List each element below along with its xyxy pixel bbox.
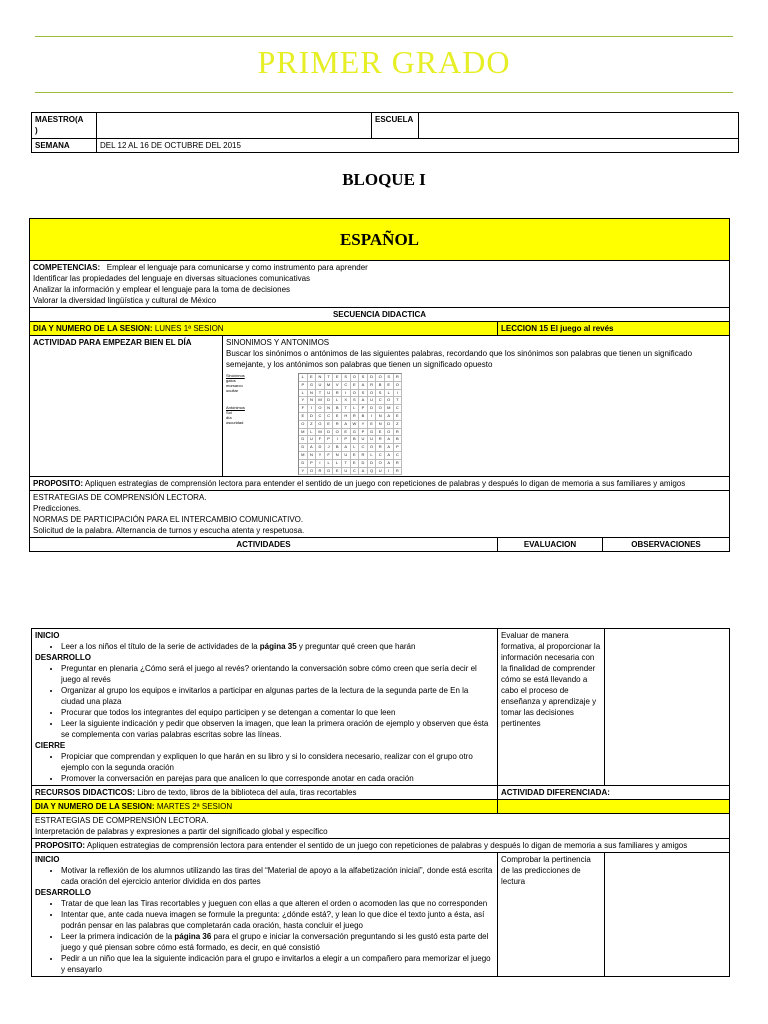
- session1-evaluacion: Evaluar de manera formativa, al proporcionar la información necesaria con la finalidad de comprender cómo se está llevando a cabo el proceso de enseñanza y aprendizaje y tomar las decisiones pertinentes: [498, 629, 605, 786]
- word-search-letter: I: [368, 413, 377, 421]
- sinonimo-word: morsarco: [226, 383, 243, 388]
- word-search-letter: L: [333, 460, 342, 468]
- word-search-letter: A: [342, 421, 351, 429]
- word-search-letter: A: [385, 460, 394, 468]
- session2-proposito: [32, 839, 730, 853]
- list-item: • Organizar al grupo los equipos e invitarlos a participar en algunas partes de la lectura de la segunda parte de En la ciudad una plaza: [61, 685, 494, 707]
- competencia-1: Emplear el lenguaje para comunicarse y como instrumento para aprender: [106, 263, 368, 272]
- word-search-letter: U: [368, 397, 377, 405]
- word-search-letter: E: [351, 382, 360, 390]
- word-search-letter: N: [308, 390, 317, 398]
- maestro-value: [97, 113, 372, 139]
- word-search-letter: O: [385, 397, 394, 405]
- competencia-2: Identificar las propiedades del lenguaje en diversas situaciones comunicativas: [33, 274, 311, 283]
- word-search-letter: C: [376, 397, 385, 405]
- session2-evaluacion: Comprobar la pertinencia de las predicciones de lectura: [498, 853, 605, 977]
- word-search-letter: N: [333, 452, 342, 460]
- word-search-letter: R: [359, 452, 368, 460]
- word-search-letter: M: [299, 429, 308, 437]
- word-search-letter: P: [359, 405, 368, 413]
- session1-cierre-label: CIERRE: [35, 741, 66, 750]
- word-search-letter: E: [342, 429, 351, 437]
- word-search-letter: W: [351, 421, 360, 429]
- word-search-letter: E: [368, 421, 377, 429]
- word-search-letter: S: [351, 397, 360, 405]
- list-item: • Intentar que, ante cada nueva imagen se formule la pregunta: ¿dónde está?, y lean lo que dice el texto junto a ésta, así podrán pensar en las palabras que completarán cada oración, hasta concluir el juego: [61, 909, 494, 931]
- word-search-letter: I: [394, 390, 403, 398]
- word-search-letter: D: [308, 413, 317, 421]
- word-search-letter: N: [308, 397, 317, 405]
- word-search-letter: M: [316, 429, 325, 437]
- competencia-3: Analizar la información y emplear el lenguaje para la toma de decisiones: [33, 285, 291, 294]
- word-search-letter: D: [368, 405, 377, 413]
- word-search-letter: D: [359, 460, 368, 468]
- word-search-letter: M: [316, 397, 325, 405]
- word-search-letter: N: [325, 405, 334, 413]
- word-search-letter: L: [368, 452, 377, 460]
- word-search-letter: A: [385, 452, 394, 460]
- word-search-letter: O: [351, 390, 360, 398]
- list-item: • Promover la conversación en parejas para que analicen lo que corresponde anotar en cada oración: [61, 773, 494, 784]
- session2-inicio-label: INICIO: [35, 855, 60, 864]
- word-search-letter: A: [308, 444, 317, 452]
- word-search-letter: H: [342, 413, 351, 421]
- word-search-letter: Y: [316, 452, 325, 460]
- top-rule: [35, 36, 733, 37]
- word-search-letter: P: [359, 429, 368, 437]
- word-search-letter: G: [368, 429, 377, 437]
- estrategia-line: ESTRATEGIAS DE COMPRENSIÓN LECTORA.: [33, 493, 207, 503]
- estrategia-line: Solicitud de la palabra. Alternancia de turnos y escucha atenta y respetuosa.: [33, 526, 305, 536]
- word-search-letter: R: [333, 390, 342, 398]
- proposito-label: PROPOSITO:: [35, 841, 86, 850]
- word-search-letter: N: [376, 413, 385, 421]
- word-search-letter: D: [325, 429, 334, 437]
- word-search-letter: T: [394, 397, 403, 405]
- word-search-letter: R: [376, 436, 385, 444]
- session1-inicio-label: INICIO: [35, 631, 60, 640]
- word-search-letter: C: [394, 452, 403, 460]
- word-search-letter: G: [308, 382, 317, 390]
- antonimos-label: Antónimos: [226, 405, 245, 410]
- word-search-letter: Q: [368, 468, 377, 476]
- session1-observaciones: [605, 629, 730, 786]
- word-search-letter: P: [394, 444, 403, 452]
- semana-label: SEMANA: [32, 139, 97, 153]
- word-search-letter: X: [342, 397, 351, 405]
- word-search-letter: L: [385, 390, 394, 398]
- word-search-letter: D: [368, 374, 377, 382]
- word-search-letter: R: [394, 468, 403, 476]
- word-search-letter: T: [325, 374, 334, 382]
- word-search-letter: D: [299, 460, 308, 468]
- word-search-letter: E: [376, 429, 385, 437]
- word-search-letter: O: [394, 382, 403, 390]
- word-search-letter: E: [333, 374, 342, 382]
- word-search-letter: O: [376, 374, 385, 382]
- word-search-letter: P: [342, 436, 351, 444]
- word-search-letter: A: [385, 413, 394, 421]
- word-search-letter: O: [368, 390, 377, 398]
- sinonimos-label: Sinónimos: [226, 373, 245, 378]
- antonimo-word: Sol: [226, 410, 232, 415]
- leccion-label: LECCION 15: [501, 324, 549, 333]
- word-search-letter: O: [368, 444, 377, 452]
- recursos-cell: [32, 786, 498, 800]
- dia1-cell: [30, 322, 498, 336]
- word-search-letter: L: [351, 444, 360, 452]
- word-search-letter: O: [308, 468, 317, 476]
- title-rule: [35, 92, 733, 93]
- proposito-cell: [30, 477, 730, 491]
- word-search-letter: U: [368, 436, 377, 444]
- word-search-letter: U: [359, 436, 368, 444]
- word-search-letter: E: [325, 421, 334, 429]
- actividad-title: SINONIMOS Y ANTONIMOS: [226, 338, 330, 347]
- diferenciada-label: ACTIVIDAD DIFERENCIADA:: [498, 786, 730, 800]
- session2-desarrollo-list: [35, 898, 494, 975]
- espanol-table: [29, 218, 730, 552]
- session2-desarrollo-label: DESARROLLO: [35, 888, 91, 897]
- word-search-letter: C: [351, 468, 360, 476]
- word-search-letter: L: [308, 429, 317, 437]
- word-search-letter: Y: [299, 397, 308, 405]
- word-search-letter: Y: [359, 421, 368, 429]
- recursos-label: RECURSOS DIDACTICOS:: [35, 788, 136, 797]
- word-search-letter: E: [333, 413, 342, 421]
- word-search-letter: U: [325, 390, 334, 398]
- word-search-letter: O: [351, 374, 360, 382]
- actividad-text: Buscar los sinónimos o antónimos de las siguientes palabras, recordando que los sinónimos son palabras que tienen un significado semejante, y los antónimos son palabras que tienen un significado opuesto: [226, 349, 693, 369]
- word-search-letter: D: [385, 421, 394, 429]
- word-search-letter: I: [385, 468, 394, 476]
- word-search-letter: M: [325, 382, 334, 390]
- list-item: • Motivar la reflexión de los alumnos utilizando las tiras del “Material de apoyo a la alfabetización inicial”, donde está escrita cada oración del ejercicio anterior dividida en dos partes: [61, 865, 494, 887]
- session2-dia-empty: [498, 800, 730, 814]
- sessions-table: [31, 628, 730, 977]
- word-search-letter: E: [394, 413, 403, 421]
- estrategias-cell: [30, 491, 730, 538]
- competencias-label: COMPETENCIAS:: [33, 263, 101, 272]
- word-search-letter: O: [376, 460, 385, 468]
- word-search-letter: B: [359, 413, 368, 421]
- word-search-letter: G: [325, 468, 334, 476]
- session2-activities: [32, 853, 498, 977]
- word-search-letter: Z: [394, 421, 403, 429]
- word-search-letter: A: [359, 382, 368, 390]
- word-search-letter: L: [299, 390, 308, 398]
- word-search-letter: M: [385, 405, 394, 413]
- word-search-grid: [298, 373, 402, 475]
- semana-value: DEL 12 AL 16 DE OCTUBRE DEL 2015: [97, 139, 739, 153]
- proposito-text: Apliquen estrategias de comprensión lectora para entender el sentido de un juego con repeticiones de palabras y después lo digan de memoria a sus familiares y amigos: [86, 841, 688, 850]
- maestro-label: MAESTRO(A ): [32, 113, 97, 139]
- word-search-letter: P: [299, 382, 308, 390]
- page-title: PRIMER GRADO: [257, 44, 511, 80]
- word-search-letter: A: [385, 444, 394, 452]
- recursos-text: Libro de texto, libros de la biblioteca del aula, tiras recortables: [137, 788, 357, 797]
- escuela-label: ESCUELA: [372, 113, 419, 139]
- word-search-letter: R: [394, 429, 403, 437]
- actividad-cell: [223, 336, 730, 477]
- word-search-letter: I: [316, 460, 325, 468]
- word-search-letter: R: [376, 444, 385, 452]
- session2-dia-label: DIA Y NUMERO DE LA SESION:: [35, 802, 155, 811]
- word-search-letter: B: [376, 382, 385, 390]
- word-search-letter: R: [368, 382, 377, 390]
- session1-inicio-list: [35, 641, 494, 652]
- list-item: • Leer la primera indicación de la página 36 para el grupo e iniciar la conversación preguntando si les gustó esta parte del juego y qué piensan sobre cómo está formado, es decir, en qué consistió: [61, 931, 494, 953]
- word-search-letter: C: [342, 382, 351, 390]
- word-search-letter: Z: [308, 421, 317, 429]
- word-search-letter: D: [325, 397, 334, 405]
- list-item: • Propiciar que comprendan y expliquen lo que harán en su libro y si lo considera necesario, realizar con el grupo otro ejemplo con la segunda oración: [61, 751, 494, 773]
- word-search-letter: E: [385, 382, 394, 390]
- word-search-letter: F: [325, 452, 334, 460]
- word-search-letter: C: [359, 444, 368, 452]
- actividad-label: ACTIVIDAD PARA EMPEZAR BIEN EL DÍA: [30, 336, 223, 477]
- word-search-letter: B: [333, 444, 342, 452]
- word-search-letter: O: [299, 421, 308, 429]
- list-item: • Preguntar en plenaria ¿Cómo será el juego al revés? orientando la conversación sobre cómo creen que sería decir el juego al revés: [61, 663, 494, 685]
- word-search-letter: P: [308, 460, 317, 468]
- word-search-letter: A: [359, 468, 368, 476]
- word-search-letter: E: [299, 413, 308, 421]
- word-search-letter: G: [351, 429, 360, 437]
- word-search-letter: V: [333, 382, 342, 390]
- word-search-letter: A: [342, 444, 351, 452]
- word-search-letter: O: [316, 405, 325, 413]
- session2-observaciones: [605, 853, 730, 977]
- list-item: • Procurar que todos los integrantes del equipo participen y se detengan a comentar lo que leen: [61, 707, 494, 718]
- word-search-letter: C: [325, 413, 334, 421]
- word-search-letter: I: [342, 390, 351, 398]
- session1-cierre-list: [35, 751, 494, 784]
- col-evaluacion: EVALUACION: [498, 538, 603, 552]
- word-search-letter: D: [368, 460, 377, 468]
- word-search-letter: R: [316, 468, 325, 476]
- word-search-letter: S: [359, 390, 368, 398]
- word-search-letter: R: [333, 421, 342, 429]
- antonimo-word: día: [226, 415, 232, 420]
- word-search-letter: R: [351, 413, 360, 421]
- word-search-letter: J: [325, 444, 334, 452]
- word-search-letter: C: [394, 405, 403, 413]
- word-search-letter: N: [308, 452, 317, 460]
- word-search-letter: D: [299, 444, 308, 452]
- estrategia-line: Interpretación de palabras y expresiones a partir del significado global y específico: [35, 827, 328, 836]
- list-item: • Pedir a un niño que lea la siguiente indicación para el grupo e invitarlos a elegir a un compañero para memorizar el juego y ensayarlo: [61, 953, 494, 975]
- word-search-letter: A: [359, 397, 368, 405]
- word-search-letter: U: [342, 468, 351, 476]
- session1-desarrollo-list: [35, 663, 494, 740]
- sinonimo-word: ocultar: [226, 388, 239, 393]
- word-search-letter: S: [342, 374, 351, 382]
- word-search-letter: S: [385, 374, 394, 382]
- word-search-letter: C: [316, 413, 325, 421]
- dia1-label: DIA Y NUMERO DE LA SESION:: [33, 324, 153, 333]
- list-item: • Leer la siguiente indicación y pedir que observen la imagen, que lean la primera oración de ejemplo y observen que ésta se complementa con varias palabras escritas sobre las líneas.: [61, 718, 494, 740]
- word-search-letter: S: [359, 374, 368, 382]
- word-search: [226, 373, 726, 475]
- col-observaciones: OBSERVACIONES: [603, 538, 730, 552]
- word-search-letter: I: [308, 405, 317, 413]
- word-search-letter: D: [316, 444, 325, 452]
- session2-inicio-list: [35, 865, 494, 887]
- espanol-title: ESPAÑOL: [30, 219, 730, 261]
- col-actividades: ACTIVIDADES: [30, 538, 498, 552]
- word-search-letter: G: [316, 421, 325, 429]
- antonimo-word: oscuridad: [226, 420, 244, 425]
- word-search-letter: L: [351, 405, 360, 413]
- escuela-value: [419, 113, 739, 139]
- word-search-letter: U: [342, 452, 351, 460]
- word-search-letter: U: [316, 382, 325, 390]
- word-search-letter: T: [342, 460, 351, 468]
- session2-dia-cell: [32, 800, 498, 814]
- word-search-letter: L: [325, 460, 334, 468]
- session1-desarrollo-label: DESARROLLO: [35, 653, 91, 662]
- proposito-label: PROPOSITO:: [33, 479, 84, 489]
- word-search-letter: C: [376, 452, 385, 460]
- word-search-letter: E: [333, 468, 342, 476]
- word-search-letter: E: [351, 452, 360, 460]
- word-search-letter: N: [316, 374, 325, 382]
- word-search-letter: A: [385, 436, 394, 444]
- word-search-letter: L: [299, 374, 308, 382]
- session2-estrategias: [32, 814, 730, 839]
- proposito-text: Apliquen estrategias de comprensión lectora para entender el sentido de un juego con repeticiones de palabras y después lo digan de memoria a sus familiares y amigos: [84, 479, 686, 489]
- word-search-letter: B: [333, 405, 342, 413]
- word-search-letter: U: [308, 436, 317, 444]
- word-search-letter: B: [351, 436, 360, 444]
- word-search-letter: D: [299, 436, 308, 444]
- word-search-letter: N: [376, 421, 385, 429]
- session2-dia-value: MARTES 2ª SESION: [156, 802, 233, 811]
- word-search-letter: O: [385, 429, 394, 437]
- estrategia-line: ESTRATEGIAS DE COMPRENSIÓN LECTORA.: [35, 816, 209, 825]
- competencias-cell: [30, 261, 730, 308]
- competencia-4: Valorar la diversidad lingüística y cultural de México: [33, 296, 217, 305]
- word-search-letter: L: [333, 397, 342, 405]
- word-search-letter: P: [325, 436, 334, 444]
- word-search-letter: I: [333, 436, 342, 444]
- word-search-letter: R: [394, 374, 403, 382]
- bloque-heading: BLOQUE I: [342, 170, 426, 189]
- word-search-letter: E: [308, 374, 317, 382]
- word-search-letter: T: [316, 390, 325, 398]
- word-search-letter: F: [299, 405, 308, 413]
- word-search-letter: S: [376, 390, 385, 398]
- leccion-value: El juego al revés: [550, 324, 614, 333]
- word-search-letter: E: [351, 460, 360, 468]
- word-search-letter: F: [316, 436, 325, 444]
- word-search-letter: O: [333, 429, 342, 437]
- word-search-letter: R: [394, 460, 403, 468]
- word-search-letter: B: [394, 436, 403, 444]
- word-search-list: [226, 373, 288, 475]
- list-item: • Tratar de que lean las Tiras recortables y jueguen con ellas a que alteren el orden o acomoden las que no corresponden: [61, 898, 494, 909]
- word-search-letter: M: [299, 452, 308, 460]
- word-search-letter: T: [342, 405, 351, 413]
- word-search-letter: Y: [299, 468, 308, 476]
- sinonimo-word: gatos: [226, 378, 236, 383]
- leccion-cell: [498, 322, 730, 336]
- dia1-value: LUNES 1ª SESION: [154, 324, 224, 333]
- secuencia-heading: SECUENCIA DIDACTICA: [30, 308, 730, 322]
- info-table: [31, 112, 739, 153]
- word-search-letter: O: [376, 405, 385, 413]
- estrategia-line: NORMAS DE PARTICIPACIÓN PARA EL INTERCAMBIO COMUNICATIVO.: [33, 515, 304, 525]
- estrategia-line: Predicciones.: [33, 504, 82, 514]
- session1-activities: [32, 629, 498, 786]
- word-search-letter: U: [376, 468, 385, 476]
- list-item: • Leer a los niños el título de la serie de actividades de la página 35 y preguntar qué creen que harán: [61, 641, 494, 652]
